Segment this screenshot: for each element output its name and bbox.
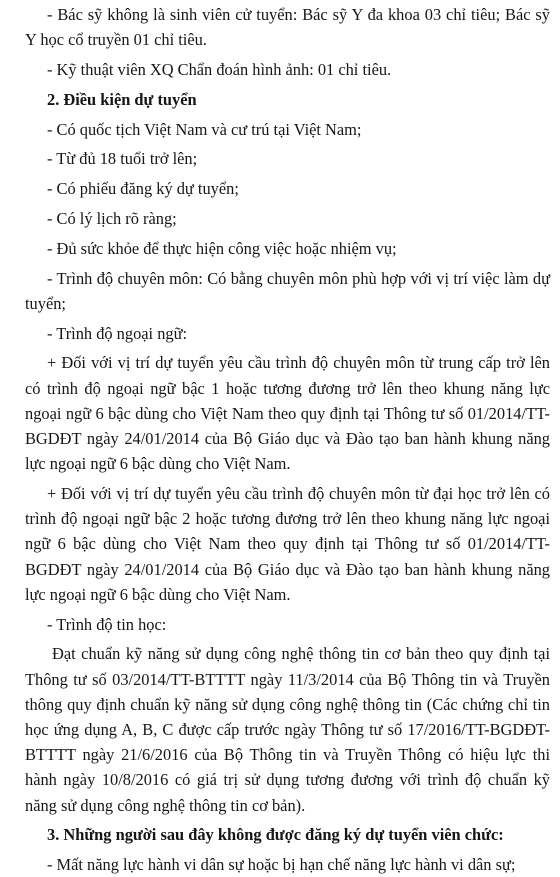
paragraph-clear-background: - Có lý lịch rõ ràng;	[47, 208, 177, 228]
paragraph-doctor-quota: - Bác sỹ không là sinh viên cử tuyển: Bác sỹ Y đa khoa 03 chỉ tiêu; Bác sỹ Y học cổ truyền 01 chỉ tiêu.	[25, 5, 550, 50]
paragraph-xray-technician-quota: - Kỹ thuật viên XQ Chẩn đoán hình ảnh: 01 chỉ tiêu.	[47, 60, 392, 79]
paragraph-health: - Đủ sức khỏe để thực hiện công việc hoặc nhiệm vụ;	[47, 238, 397, 258]
paragraph-registration-form: - Có phiếu đăng ký dự tuyển;	[47, 179, 239, 199]
paragraph-language-intermediate: + Đối với vị trí dự tuyển yêu cầu trình độ chuyên môn từ trung cấp trở lên có trình độ ngoại ngữ bậc 1 hoặc tương đương trở lên theo khung năng lực ngoại ngữ 6 bậc dùng cho Việt Nam theo quy định tại Thông tư số 01/2014/TT-BGDĐT ngày 24/01/2014 của Bộ Giáo dục và Đào tạo ban hành khung năng lực ngoại ngữ 6 bậc dùng cho Việt Nam.	[25, 353, 550, 474]
paragraph-civil-capacity: - Mất năng lực hành vi dân sự hoặc bị hạn chế năng lực hành vi dân sự;	[47, 855, 516, 875]
paragraph-language-university: + Đối với vị trí dự tuyển yêu cầu trình độ chuyên môn từ đại học trở lên có trình độ ngoại ngữ bậc 2 hoặc tương đương trở lên theo khung năng lực ngoại ngữ 6 bậc dùng cho Việt Nam theo quy định tại Thông tư số 01/2014/TT-BGDĐT ngày 24/01/2014 của Bộ Giáo dục và Đào tạo ban hành khung năng lực ngoại ngữ 6 bậc dùng cho Việt Nam.	[25, 483, 550, 604]
paragraph-nationality: - Có quốc tịch Việt Nam và cư trú tại Việt Nam;	[47, 119, 362, 139]
section-heading-ineligible: 3. Những người sau đây không được đăng ký dự tuyển viên chức:	[47, 825, 504, 845]
paragraph-professional-qualification: - Trình độ chuyên môn: Có bằng chuyên môn phù hợp với vị trí việc làm dự tuyển;	[25, 268, 550, 313]
section-heading-conditions: 2. Điều kiện dự tuyển	[47, 89, 197, 109]
paragraph-it-skills: - Trình độ tin học:	[47, 614, 167, 634]
paragraph-it-standard: Đạt chuẩn kỹ năng sử dụng công nghệ thông tin cơ bản theo quy định tại Thông tư số 03/2014/TT-BTTTT ngày 11/3/2014 của Bộ Thông tin và Truyền thông quy định chuẩn kỹ năng sử dụng công nghệ thông tin (Các chứng chỉ tin học ứng dụng A, B, C được cấp trước ngày Thông tư số 17/2016/TT-BGDĐT-BTTTT ngày 21/6/2016 của Bộ Thông tin và Truyền Thông có hiệu lực thi hành ngày 10/8/2016 có giá trị sử dụng tương đương với trình độ chuẩn kỹ năng sử dụng công nghệ thông tin cơ bản).	[25, 644, 550, 815]
paragraph-age: - Từ đủ 18 tuổi trở lên;	[47, 149, 198, 169]
paragraph-foreign-language: - Trình độ ngoại ngữ:	[47, 323, 188, 343]
